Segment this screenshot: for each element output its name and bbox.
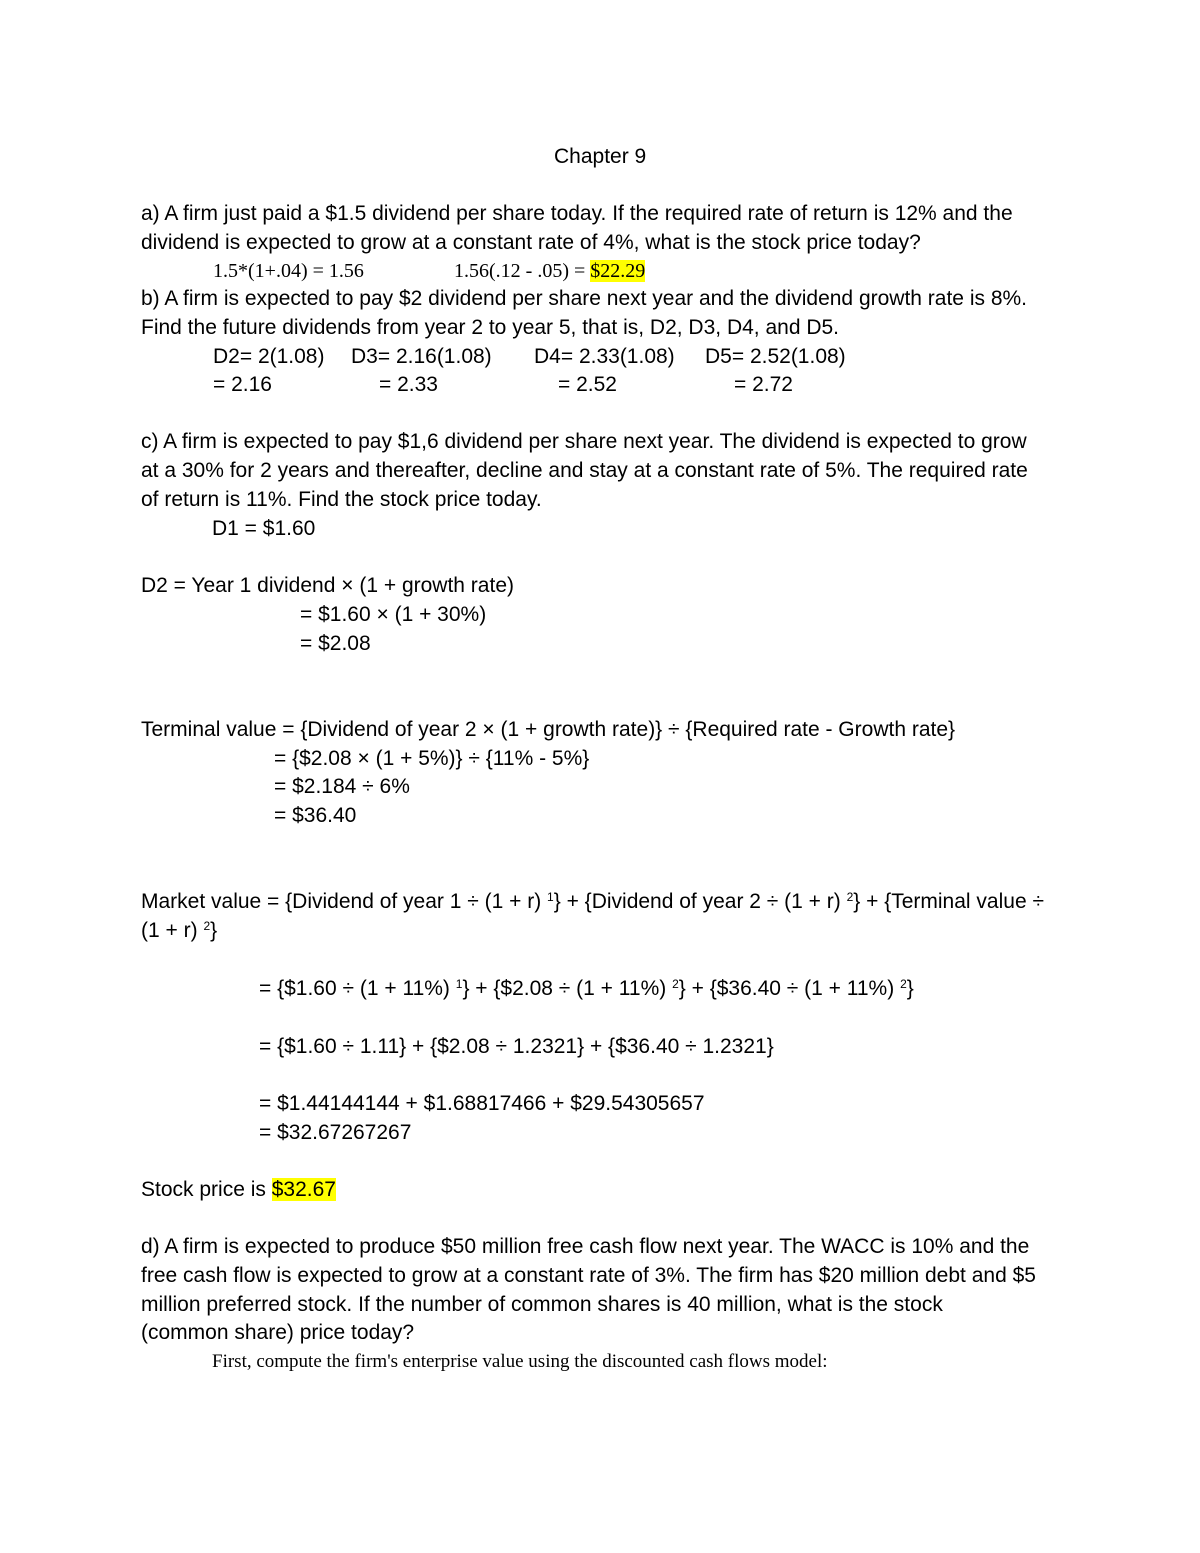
answer-a-calc-1: 1.5*(1+.04) = 1.56: [213, 260, 364, 282]
question-c-line-1: c) A firm is expected to pay $1,6 dividend per share next year. The dividend is expected to grow: [141, 430, 1027, 453]
exponent: 2: [672, 977, 679, 991]
mv-1b: } + {Dividend of year 2 ÷ (1 + r): [553, 890, 847, 913]
market-value-line-2: [141, 917, 217, 945]
answer-b-d4: D4= 2.33(1.08): [534, 345, 675, 368]
question-b-line-1: b) A firm is expected to pay $2 dividend per share next year and the dividend growth rate is 8%.: [141, 287, 1028, 310]
mv-2a: (1 + r): [141, 919, 204, 942]
answer-a-calc-2-text: 1.56(.12 - .05) =: [454, 260, 586, 282]
stock-price-label: Stock price is: [141, 1178, 272, 1201]
answer-b-d5: D5= 2.52(1.08): [705, 345, 846, 368]
question-b-line-2: Find the future dividends from year 2 to year 5, that is, D2, D3, D4, and D5.: [141, 316, 840, 339]
answer-b-d2-result: = 2.16: [213, 373, 272, 396]
exponent: 2: [900, 977, 907, 991]
answer-a-calc-2: [454, 257, 645, 285]
terminal-value-line-3: = $2.184 ÷ 6%: [274, 775, 410, 798]
answer-a-highlight: $22.29: [590, 260, 646, 282]
question-d-line-1: d) A firm is expected to produce $50 million free cash flow next year. The WACC is 10% and the: [141, 1235, 1030, 1258]
answer-c-d2-line-3: = $2.08: [300, 632, 371, 655]
terminal-value-line-4: = $36.40: [274, 804, 357, 827]
question-a-line-2: dividend is expected to grow at a constant rate of 4%, what is the stock price today?: [141, 231, 921, 254]
answer-c-d1: D1 = $1.60: [212, 517, 316, 540]
exponent: 2: [203, 919, 211, 933]
mv-3b: } + {$2.08 ÷ (1 + 11%): [462, 977, 673, 1000]
answer-b-d4-result: = 2.52: [558, 373, 617, 396]
question-d-line-3: million preferred stock. If the number of common shares is 40 million, what is the stock: [141, 1293, 943, 1316]
question-d-line-4: (common share) price today?: [141, 1321, 415, 1344]
mv-1c: } + {Terminal value ÷: [853, 890, 1044, 913]
question-a-line-1: a) A firm just paid a $1.5 dividend per share today. If the required rate of return is 12% and the: [141, 202, 1013, 225]
answer-d-first-step: First, compute the firm's enterprise value using the discounted cash flows model:: [212, 1351, 828, 1372]
question-c-line-3: of return is 11%. Find the stock price today.: [141, 488, 542, 511]
exponent: 2: [846, 890, 854, 904]
answer-b-d2: D2= 2(1.08): [213, 345, 325, 368]
answer-b-d3: D3= 2.16(1.08): [351, 345, 492, 368]
market-value-line-6: = $32.67267267: [259, 1121, 412, 1144]
mv-1a: Market value = {Dividend of year 1 ÷ (1 + r): [141, 890, 548, 913]
exponent: 1: [455, 977, 463, 991]
question-c-line-2: at a 30% for 2 years and thereafter, decline and stay at a constant rate of 5%. The required rate: [141, 459, 1028, 482]
answer-b-d5-result: = 2.72: [734, 373, 793, 396]
terminal-value-line-2: = {$2.08 × (1 + 5%)} ÷ {11% - 5%}: [274, 747, 590, 770]
stock-price-result: [141, 1176, 336, 1204]
answer-c-d2-line-1: D2 = Year 1 dividend × (1 + growth rate): [141, 574, 514, 597]
market-value-line-3: [259, 975, 914, 1003]
page-title: Chapter 9: [554, 145, 647, 168]
mv-2b: }: [210, 919, 218, 942]
answer-c-d2-line-2: = $1.60 × (1 + 30%): [300, 603, 487, 626]
stock-price-highlight: $32.67: [271, 1178, 336, 1201]
market-value-line-5: = $1.44144144 + $1.68817466 + $29.54305657: [259, 1092, 705, 1115]
market-value-line-1: [141, 888, 1044, 916]
mv-3d: }: [906, 977, 914, 1000]
mv-3a: = {$1.60 ÷ (1 + 11%): [259, 977, 456, 1000]
exponent: 1: [547, 890, 554, 904]
terminal-value-line-1: Terminal value = {Dividend of year 2 × (1 + growth rate)} ÷ {Required rate - Growth rate}: [141, 718, 956, 741]
mv-3c: } + {$36.40 ÷ (1 + 11%): [678, 977, 901, 1000]
question-d-line-2: free cash flow is expected to grow at a constant rate of 3%. The firm has $20 million debt and $5: [141, 1264, 1036, 1287]
market-value-line-4: = {$1.60 ÷ 1.11} + {$2.08 ÷ 1.2321} + {$36.40 ÷ 1.2321}: [259, 1035, 774, 1058]
answer-b-d3-result: = 2.33: [379, 373, 438, 396]
